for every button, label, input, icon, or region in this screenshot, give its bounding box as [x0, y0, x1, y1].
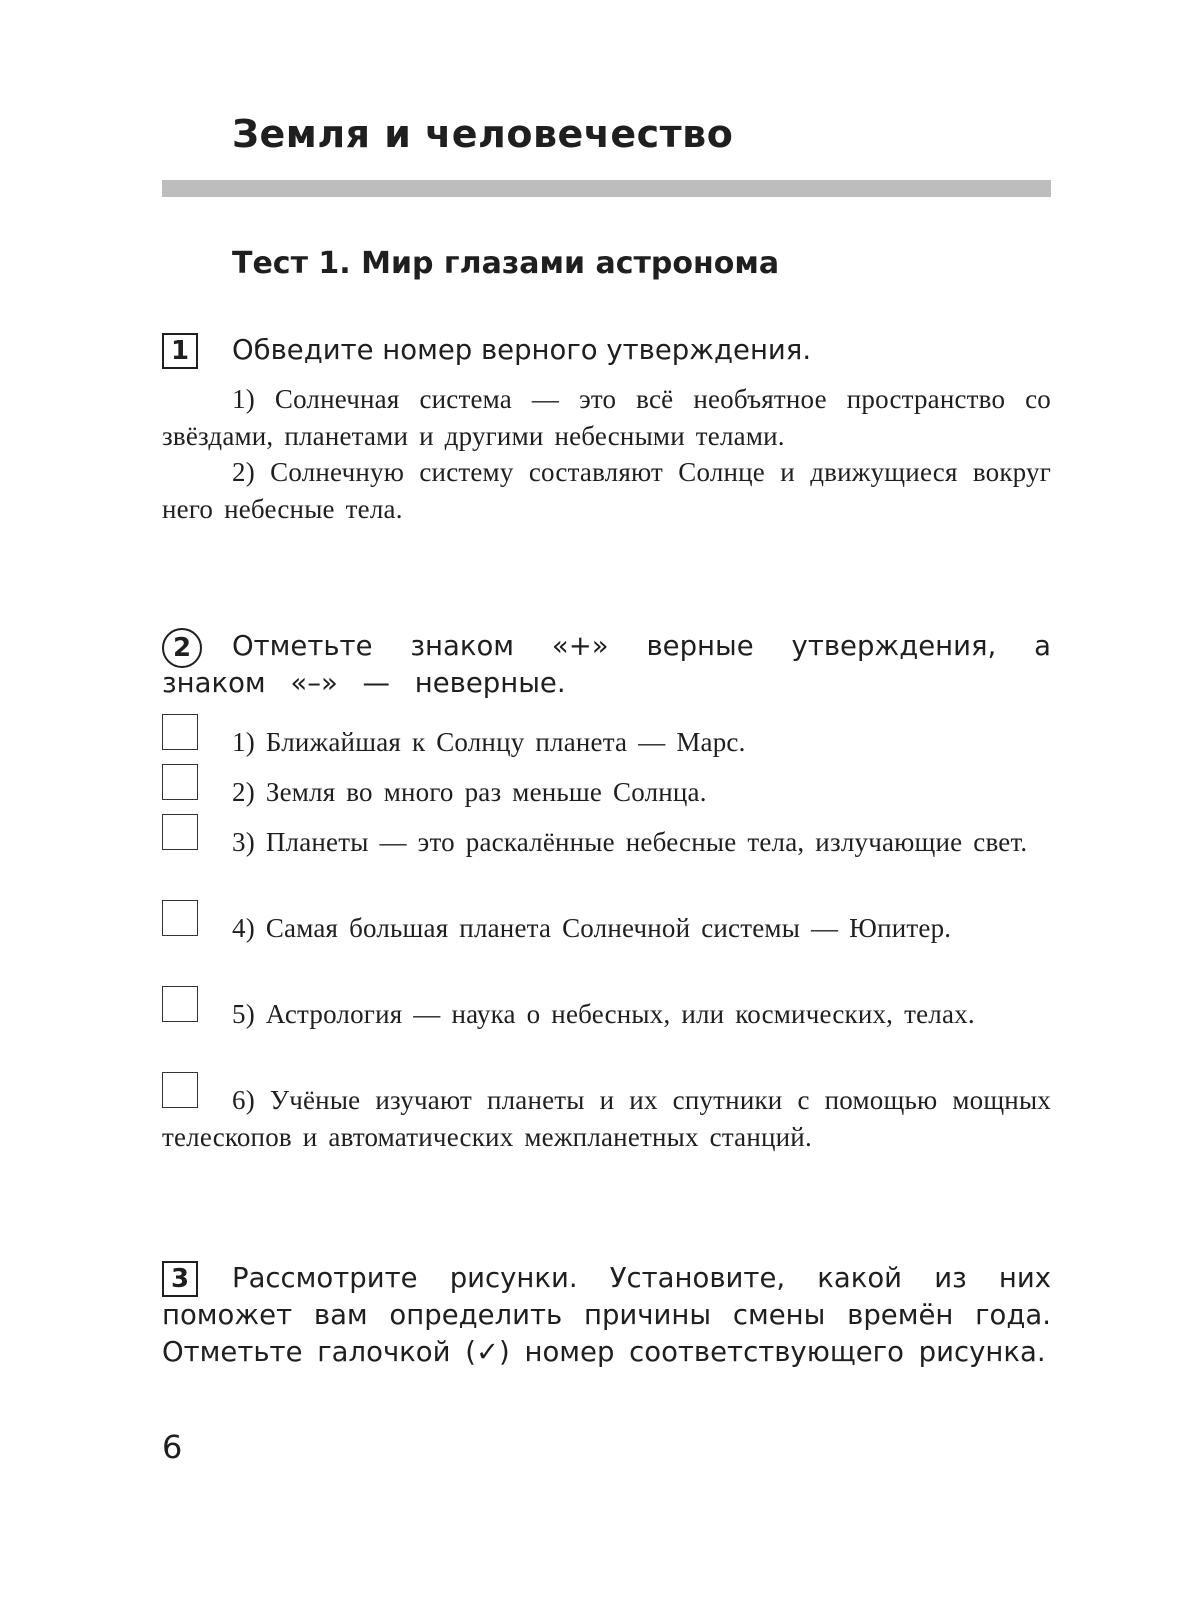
statement-text: 5) Астрология — наука о небесных, или космических, телах.	[232, 999, 975, 1029]
statement-row	[162, 996, 1051, 1033]
task-2	[162, 628, 1051, 1152]
answer-checkbox[interactable]	[162, 1072, 198, 1108]
test-title: Тест 1. Мир глазами астронома	[232, 246, 780, 281]
task-prompt: Рассмотрите рисунки. Установите, какой из них поможет вам определить причины смены времён года. Отметьте галочкой (✓) номер соответствующего рисунка.	[162, 1262, 1051, 1368]
statement-row	[162, 910, 1051, 947]
statement[interactable]: 2) Солнечную систему составляют Солнце и движущиеся вокруг него небесные тела.	[162, 457, 1051, 524]
task-number-box: 1	[162, 333, 198, 369]
statement-text: 2) Земля во много раз меньше Солнца.	[232, 777, 707, 807]
task-number-box: 3	[162, 1261, 198, 1297]
task-prompt: Отметьте знаком «+» верные утверждения, а знаком «–» — неверные.	[162, 630, 1051, 699]
task-prompt: Обведите номер верного утверждения.	[232, 334, 812, 366]
statement-text: 6) Учёные изучают планеты и их спутники с помощью мощных телескопов и автоматических межпланетных станций.	[162, 1085, 1051, 1152]
statement-text: 3) Планеты — это раскалённые небесные тела, излучающие свет.	[232, 827, 1028, 857]
answer-checkbox[interactable]	[162, 900, 198, 936]
statement[interactable]: 1) Солнечная система — это всё необъятное пространство со звёздами, планетами и другими небесными телами.	[162, 384, 1051, 451]
statement-row	[162, 1082, 1051, 1155]
answer-checkbox[interactable]	[162, 986, 198, 1022]
task-1	[162, 332, 1051, 527]
statement-row	[162, 824, 1051, 861]
statement-row	[162, 774, 1051, 811]
answer-checkbox[interactable]	[162, 764, 198, 800]
statement-text: 4) Самая большая планета Солнечной системы — Юпитер.	[232, 913, 952, 943]
chapter-title: Земля и человечество	[232, 112, 734, 156]
answer-checkbox[interactable]	[162, 814, 198, 850]
statement-text: 1) Ближайшая к Солнцу планета — Марс.	[232, 727, 746, 757]
title-divider	[162, 180, 1051, 197]
answer-checkbox[interactable]	[162, 714, 198, 750]
task-3	[162, 1260, 1051, 1371]
page-number: 6	[162, 1428, 183, 1466]
statement-row	[162, 724, 1051, 761]
task-number-circle: 2	[162, 628, 202, 668]
